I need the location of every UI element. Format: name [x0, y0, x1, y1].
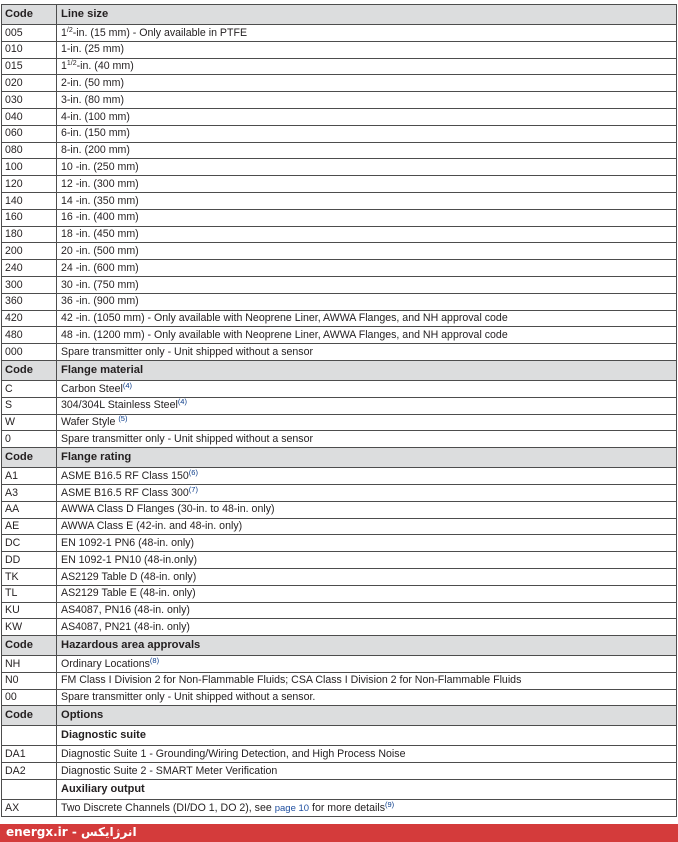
table-row — [2, 746, 677, 763]
code-cell: AX — [2, 800, 57, 817]
subsection-title: Diagnostic suite — [57, 726, 677, 746]
subsection-row — [2, 726, 677, 746]
description-cell — [57, 431, 677, 448]
table-row — [2, 380, 677, 397]
code-cell: KU — [2, 602, 57, 619]
empty-code-cell — [2, 726, 57, 746]
code-cell: TL — [2, 585, 57, 602]
description-cell — [57, 92, 677, 109]
table-row — [2, 41, 677, 58]
code-cell: DA2 — [2, 763, 57, 780]
description-text: AS4087, PN21 (48-in. only) — [61, 620, 190, 633]
footnote-marker: (7) — [188, 484, 198, 494]
table-row — [2, 800, 677, 817]
description-text: -in. (40 mm) — [76, 60, 134, 73]
table-row — [2, 276, 677, 293]
description-text: 36 -in. (900 mm) — [61, 295, 139, 308]
description-text: 304/304L Stainless Steel — [61, 399, 178, 412]
code-cell: 000 — [2, 344, 57, 361]
code-cell: DD — [2, 552, 57, 569]
description-cell — [57, 310, 677, 327]
fraction-superscript: 1/2 — [66, 60, 77, 68]
code-column-header: Code — [2, 706, 57, 726]
description-cell — [57, 689, 677, 706]
description-cell — [57, 763, 677, 780]
footnote-marker: (9) — [385, 799, 395, 809]
footer-bar — [0, 824, 678, 842]
description-cell — [57, 226, 677, 243]
code-cell: TK — [2, 568, 57, 585]
table-row — [2, 142, 677, 159]
description-text: Spare transmitter only - Unit shipped without a sensor — [61, 432, 314, 445]
code-cell: 240 — [2, 260, 57, 277]
code-cell: 010 — [2, 41, 57, 58]
description-text: 1-in. (25 mm) — [61, 43, 124, 56]
code-cell: 00 — [2, 689, 57, 706]
code-cell: 160 — [2, 209, 57, 226]
description-text: 4-in. (100 mm) — [61, 110, 130, 123]
footnote-marker: (5) — [118, 414, 128, 424]
footnote-marker: (8) — [149, 655, 160, 665]
description-cell — [57, 518, 677, 535]
description-cell — [57, 209, 677, 226]
code-cell: DC — [2, 535, 57, 552]
table-row — [2, 484, 677, 501]
table-row — [2, 310, 677, 327]
footer-brand: energx.ir - انرژایکس — [6, 825, 137, 839]
table-row — [2, 501, 677, 518]
code-cell: 140 — [2, 192, 57, 209]
table-row — [2, 226, 677, 243]
table-row — [2, 602, 677, 619]
description-cell — [57, 260, 677, 277]
fraction-superscript: /2 — [66, 26, 73, 34]
description-cell — [57, 243, 677, 260]
code-cell: N0 — [2, 672, 57, 689]
section-header-row — [2, 636, 677, 656]
table-row — [2, 431, 677, 448]
description-cell — [57, 568, 677, 585]
section-header-row — [2, 360, 677, 380]
description-cell — [57, 414, 677, 431]
description-cell — [57, 535, 677, 552]
description-text: 30 -in. (750 mm) — [61, 278, 139, 291]
code-cell: 040 — [2, 108, 57, 125]
table-row — [2, 327, 677, 344]
code-cell: DA1 — [2, 746, 57, 763]
code-cell: A3 — [2, 484, 57, 501]
description-cell — [57, 344, 677, 361]
description-text: AWWA Class D Flanges (30-in. to 48-in. only) — [61, 503, 275, 516]
code-cell: KW — [2, 619, 57, 636]
description-text: Diagnostic Suite 2 - SMART Meter Verification — [61, 764, 278, 777]
description-cell — [57, 468, 677, 485]
table-row — [2, 689, 677, 706]
description-cell — [57, 484, 677, 501]
description-cell — [57, 552, 677, 569]
description-text: Ordinary Locations — [61, 657, 150, 670]
description-text-suffix: for more details — [309, 801, 386, 814]
section-title: Options — [57, 706, 677, 726]
description-text: ASME B16.5 RF Class 150 — [61, 469, 189, 482]
code-cell: 060 — [2, 125, 57, 142]
code-cell: 360 — [2, 293, 57, 310]
footnote-marker: (4) — [177, 397, 187, 407]
code-cell: NH — [2, 656, 57, 673]
description-text: 20 -in. (500 mm) — [61, 244, 139, 257]
description-text: EN 1092-1 PN10 (48-in.only) — [61, 553, 198, 566]
description-text: AS4087, PN16 (48-in. only) — [61, 604, 190, 617]
section-title: Flange rating — [57, 448, 677, 468]
description-text: 42 -in. (1050 mm) - Only available with Neoprene Liner, AWWA Flanges, and NH approval code — [61, 312, 508, 325]
code-cell: W — [2, 414, 57, 431]
table-row — [2, 552, 677, 569]
code-cell: 120 — [2, 176, 57, 193]
description-text: 16 -in. (400 mm) — [61, 211, 139, 224]
description-cell — [57, 142, 677, 159]
table-row — [2, 468, 677, 485]
description-text: 3-in. (80 mm) — [61, 93, 124, 106]
description-text: Spare transmitter only - Unit shipped without a sensor — [61, 345, 314, 358]
page-reference-link[interactable]: page 10 — [274, 802, 310, 814]
table-row — [2, 209, 677, 226]
table-row — [2, 763, 677, 780]
description-cell — [57, 176, 677, 193]
code-cell: 200 — [2, 243, 57, 260]
description-text: 18 -in. (450 mm) — [61, 228, 139, 241]
description-text: 8-in. (200 mm) — [61, 144, 130, 157]
subsection-title: Auxiliary output — [57, 780, 677, 800]
description-cell — [57, 159, 677, 176]
section-title: Line size — [57, 5, 677, 25]
description-text: AS2129 Table D (48-in. only) — [61, 570, 197, 583]
description-text: Two Discrete Channels (DI/DO 1, DO 2), see — [61, 801, 275, 814]
table-row — [2, 243, 677, 260]
description-text: EN 1092-1 PN6 (48-in. only) — [61, 536, 195, 549]
description-cell — [57, 293, 677, 310]
code-cell: 080 — [2, 142, 57, 159]
description-cell — [57, 41, 677, 58]
ordering-table — [1, 4, 677, 817]
table-row — [2, 260, 677, 277]
code-column-header: Code — [2, 360, 57, 380]
code-cell: A1 — [2, 468, 57, 485]
table-row — [2, 518, 677, 535]
code-cell: 180 — [2, 226, 57, 243]
description-cell — [57, 58, 677, 75]
section-title: Hazardous area approvals — [57, 636, 677, 656]
table-row — [2, 75, 677, 92]
subsection-row — [2, 780, 677, 800]
table-row — [2, 92, 677, 109]
table-row — [2, 568, 677, 585]
section-title: Flange material — [57, 360, 677, 380]
description-text: 2-in. (50 mm) — [61, 76, 124, 89]
table-row — [2, 25, 677, 42]
code-column-header: Code — [2, 5, 57, 25]
description-text: -in. (15 mm) - Only available in PTFE — [72, 26, 248, 39]
description-cell — [57, 125, 677, 142]
table-row — [2, 192, 677, 209]
description-text: AS2129 Table E (48-in. only) — [61, 587, 196, 600]
table-row — [2, 344, 677, 361]
code-cell: C — [2, 380, 57, 397]
description-text: ASME B16.5 RF Class 300 — [61, 486, 189, 499]
description-cell — [57, 276, 677, 293]
code-cell: 100 — [2, 159, 57, 176]
description-cell — [57, 602, 677, 619]
description-text: Diagnostic Suite 1 - Grounding/Wiring Detection, and High Process Noise — [61, 748, 406, 761]
table-row — [2, 619, 677, 636]
description-text: FM Class I Division 2 for Non-Flammable Fluids; CSA Class I Division 2 for Non-Flammable Fluids — [61, 674, 522, 687]
table-row — [2, 414, 677, 431]
code-cell: 015 — [2, 58, 57, 75]
code-cell: 480 — [2, 327, 57, 344]
code-cell: 420 — [2, 310, 57, 327]
description-text: 48 -in. (1200 mm) - Only available with Neoprene Liner, AWWA Flanges, and NH approval code — [61, 328, 508, 341]
ordering-table-body — [2, 5, 677, 817]
code-cell: 030 — [2, 92, 57, 109]
table-row — [2, 58, 677, 75]
table-row — [2, 535, 677, 552]
code-column-header: Code — [2, 448, 57, 468]
description-cell — [57, 397, 677, 414]
description-cell — [57, 501, 677, 518]
code-cell: 020 — [2, 75, 57, 92]
description-cell — [57, 108, 677, 125]
code-cell: 300 — [2, 276, 57, 293]
code-column-header: Code — [2, 636, 57, 656]
size-prefix: 1 — [61, 26, 67, 39]
description-cell — [57, 656, 677, 673]
footnote-marker: (4) — [122, 380, 133, 390]
table-row — [2, 176, 677, 193]
table-row — [2, 585, 677, 602]
description-cell — [57, 192, 677, 209]
description-cell — [57, 25, 677, 42]
section-header-row — [2, 448, 677, 468]
description-text: 10 -in. (250 mm) — [61, 160, 139, 173]
table-row — [2, 672, 677, 689]
description-cell — [57, 380, 677, 397]
footnote-marker: (6) — [188, 467, 198, 477]
description-cell — [57, 75, 677, 92]
section-header-row — [2, 5, 677, 25]
description-cell — [57, 585, 677, 602]
table-row — [2, 125, 677, 142]
description-text: AWWA Class E (42-in. and 48-in. only) — [61, 520, 243, 533]
table-row — [2, 108, 677, 125]
description-text: 6-in. (150 mm) — [61, 127, 130, 140]
code-cell: 005 — [2, 25, 57, 42]
code-cell: S — [2, 397, 57, 414]
code-cell: 0 — [2, 431, 57, 448]
description-text: 24 -in. (600 mm) — [61, 261, 139, 274]
description-cell — [57, 619, 677, 636]
description-text: Wafer Style — [61, 416, 119, 429]
table-row — [2, 159, 677, 176]
empty-code-cell — [2, 780, 57, 800]
size-prefix: 1 — [61, 60, 67, 73]
description-text: 14 -in. (350 mm) — [61, 194, 139, 207]
section-header-row — [2, 706, 677, 726]
table-row — [2, 397, 677, 414]
description-cell — [57, 672, 677, 689]
table-row — [2, 656, 677, 673]
description-text: Carbon Steel — [61, 382, 123, 395]
description-cell — [57, 746, 677, 763]
description-text: Spare transmitter only - Unit shipped without a sensor. — [61, 691, 316, 704]
description-text: 12 -in. (300 mm) — [61, 177, 139, 190]
description-cell — [57, 327, 677, 344]
code-cell: AE — [2, 518, 57, 535]
code-cell: AA — [2, 501, 57, 518]
description-cell — [57, 800, 677, 817]
table-row — [2, 293, 677, 310]
